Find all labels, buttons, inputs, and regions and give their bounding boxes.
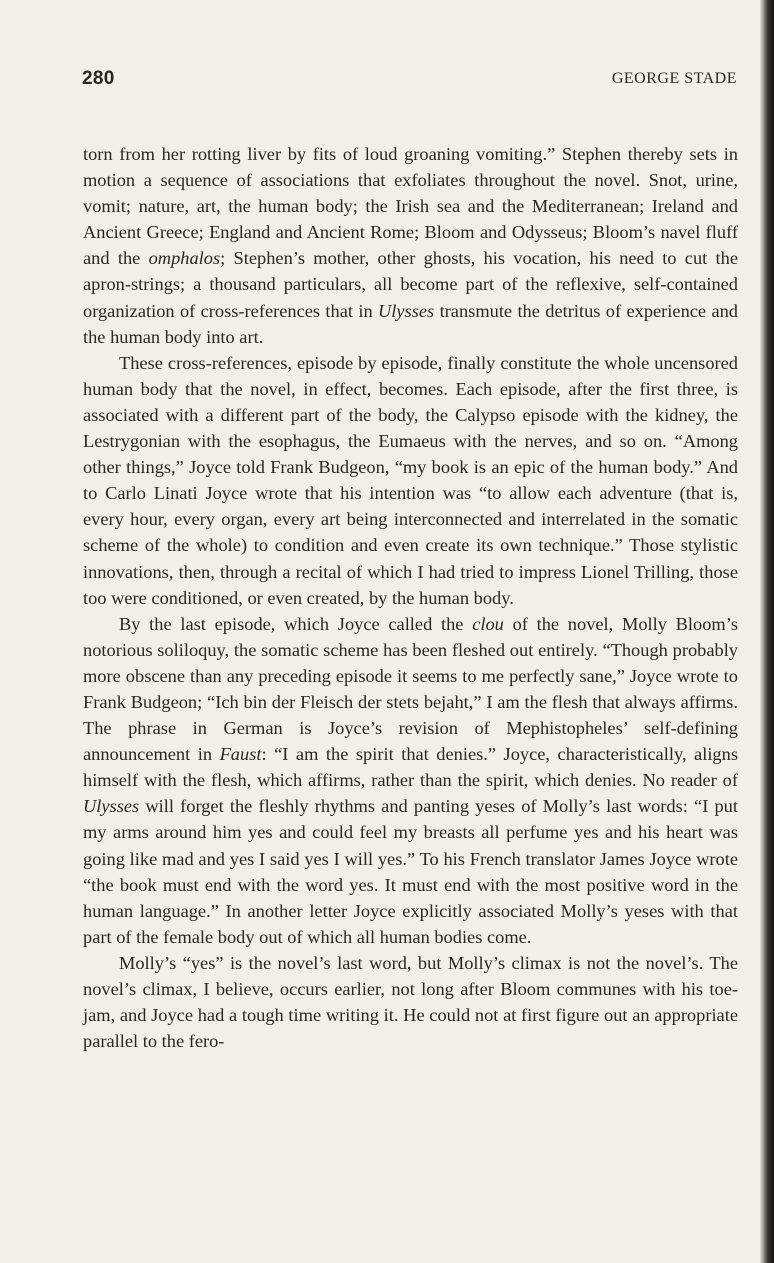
body-text: [83, 141, 738, 1054]
text-run: Molly’s “yes” is the novel’s last word, but Molly’s climax is not the novel’s. The novel’s climax, I believe, occurs earlier, not long after Bloom communes with his toe-jam, and Joyce had a tough time writing it. He could not at first figure out an appropriate parallel to the fero-: [83, 952, 738, 1052]
paragraph-2: [83, 350, 738, 611]
text-run: torn from her rotting liver by fits of loud groaning vomiting.” Stephen thereby sets in motion a sequence of associations that exfoliates throughout the novel. Snot, urine, vomit; nature, art, the human body; the Irish sea and the Mediterranean; Ireland and Ancient Greece; England and Ancient Rome; Bloom and Odysseus; Bloom’s navel fluff and the: [83, 144, 738, 269]
text-run: By the last episode, which Joyce called the: [119, 613, 473, 634]
italic-title: Faust: [219, 744, 262, 765]
text-run: will forget the fleshly rhythms and panting yeses of Molly’s last words: “I put my arms around him yes and could feel my breasts all perfume yes and his heart was going like mad and yes I said yes I will yes.” To his French translator James Joyce wrote “the book must end with the word yes. It must end with the most positive word in the human language.” In another letter Joyce explicitly associated Molly’s yeses with that part of the female body out of which all human bodies come.: [83, 796, 738, 947]
paragraph-4: [83, 950, 738, 1054]
text-run: ; Stephen’s mother, other ghosts, his vocation, his need to cut the apron-strings; a thousand particulars, all become part of the reflexive, self-contained organization of cross-references that in: [83, 248, 738, 321]
italic-term: omphalos: [148, 248, 221, 269]
page-number: 280: [82, 68, 115, 89]
italic-title: Ulysses: [378, 300, 435, 321]
running-head: GEORGE STADE: [611, 70, 737, 87]
page-header: [82, 68, 737, 96]
book-page-edge: [760, 0, 774, 1263]
text-run: of the novel, Molly Bloom’s notorious soliloquy, the somatic scheme has been fleshed out entirely. “Though probably more obscene than any preceding episode it seems to me perfectly sane,” Joyce wrote to Frank Budgeon; “Ich bin der Fleisch der stets bejaht,” I am the flesh that always affirms. The phrase in German is Joyce’s revision of Mephistopheles’ self-defining announcement in: [83, 613, 738, 765]
italic-term: clou: [472, 613, 504, 634]
text-run: : “I am the spirit that denies.” Joyce, characteristically, aligns himself with the flesh, which affirms, rather than the spirit, which denies. No reader of: [83, 744, 738, 791]
italic-title: Ulysses: [83, 796, 140, 817]
text-run: These cross-references, episode by episode, finally constitute the whole uncensored human body that the novel, in effect, becomes. Each episode, after the first three, is associated with a different part of the body, the Calypso episode with the kidney, the Lestrygonian with the esophagus, the Eumaeus with the nerves, and so on. “Among other things,” Joyce told Frank Budgeon, “my book is an epic of the human body.” And to Carlo Linati Joyce wrote that his intention was “to allow each adventure (that is, every hour, every organ, every art being interconnected and interrelated in the somatic scheme of the whole) to condition and even create its own technique.” Those stylistic innovations, then, through a recital of which I had tried to impress Lionel Trilling, those too were conditioned, or even created, by the human body.: [83, 352, 738, 608]
paragraph-3: [83, 611, 738, 950]
text-run: transmute the detritus of experience and the human body into art.: [83, 300, 739, 347]
paragraph-1: [83, 141, 738, 350]
